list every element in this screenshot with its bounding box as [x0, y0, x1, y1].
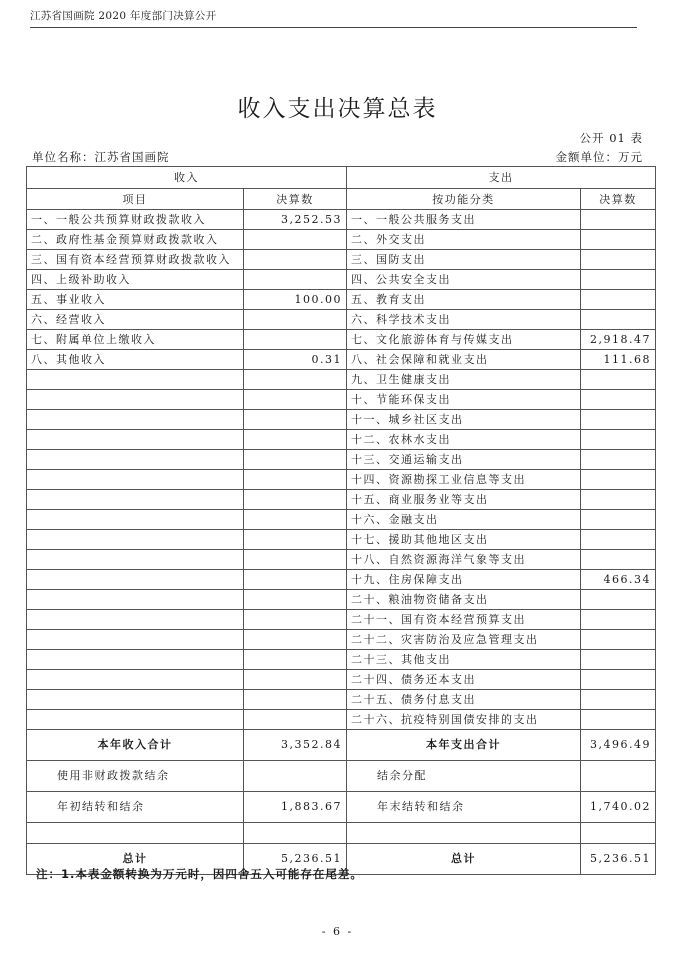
year-total-row	[27, 730, 656, 761]
income-item	[27, 410, 244, 430]
expense-item: 十一、城乡社区支出	[347, 410, 581, 430]
income-item	[27, 650, 244, 670]
expense-amount	[581, 230, 656, 250]
income-item: 七、附属单位上缴收入	[27, 330, 244, 350]
expense-amount	[581, 710, 656, 730]
expense-item: 八、社会保障和就业支出	[347, 350, 581, 370]
income-amount	[244, 530, 347, 550]
unit-name: 单位名称：江苏省国画院	[32, 150, 170, 164]
income-item: 五、事业收入	[27, 290, 244, 310]
col-header-amount2: 决算数	[581, 189, 656, 210]
expense-amount	[581, 630, 656, 650]
expense-amount	[581, 650, 656, 670]
income-amount	[244, 330, 347, 350]
expense-amount	[581, 510, 656, 530]
expense-item: 十六、金融支出	[347, 510, 581, 530]
income-item	[27, 630, 244, 650]
income-amount	[244, 450, 347, 470]
income-amount	[244, 490, 347, 510]
income-amount	[244, 630, 347, 650]
income-amount: 100.00	[244, 290, 347, 310]
end-balance-value: 1,740.02	[581, 792, 656, 823]
blank-cell	[581, 823, 656, 844]
income-item	[27, 510, 244, 530]
budget-table	[26, 166, 656, 875]
expense-amount	[581, 430, 656, 450]
income-amount	[244, 690, 347, 710]
income-amount	[244, 410, 347, 430]
table-row	[27, 650, 656, 670]
blank-cell	[244, 823, 347, 844]
table-row	[27, 450, 656, 470]
expense-item: 二、外交支出	[347, 230, 581, 250]
expense-item: 二十一、国有资本经营预算支出	[347, 610, 581, 630]
expense-item: 二十三、其他支出	[347, 650, 581, 670]
carryover-row	[27, 792, 656, 823]
expense-amount: 2,918.47	[581, 330, 656, 350]
expense-amount	[581, 530, 656, 550]
income-amount	[244, 510, 347, 530]
expense-amount	[581, 550, 656, 570]
table-row	[27, 470, 656, 490]
expense-amount	[581, 490, 656, 510]
total-left-value: 5,236.51	[244, 844, 347, 875]
table-row	[27, 230, 656, 250]
expense-item: 四、公共安全支出	[347, 270, 581, 290]
total-right-label: 总计	[347, 844, 581, 875]
table-row	[27, 690, 656, 710]
income-amount	[244, 550, 347, 570]
expense-item: 十二、农林水支出	[347, 430, 581, 450]
expense-item: 十八、自然资源海洋气象等支出	[347, 550, 581, 570]
income-amount	[244, 710, 347, 730]
income-item	[27, 550, 244, 570]
expense-amount	[581, 410, 656, 430]
col-header-amount: 决算数	[244, 189, 347, 210]
blank-cell	[27, 823, 244, 844]
expense-amount	[581, 210, 656, 230]
surplus-dist-label: 结余分配	[347, 761, 581, 792]
blank-cell	[347, 823, 581, 844]
table-row	[27, 610, 656, 630]
expense-item: 二十二、灾害防治及应急管理支出	[347, 630, 581, 650]
income-item	[27, 390, 244, 410]
money-unit: 金额单位：万元	[555, 150, 643, 164]
year-income-value: 3,352.84	[244, 730, 347, 761]
expense-amount	[581, 470, 656, 490]
table-row	[27, 370, 656, 390]
income-item	[27, 370, 244, 390]
expense-amount	[581, 590, 656, 610]
non-fiscal-value	[244, 761, 347, 792]
expense-item: 五、教育支出	[347, 290, 581, 310]
page-title: 收入支出决算总表	[237, 96, 438, 122]
table-row	[27, 350, 656, 370]
table-row	[27, 210, 656, 230]
col-header-func: 按功能分类	[347, 189, 581, 210]
expense-amount: 466.34	[581, 570, 656, 590]
table-row	[27, 290, 656, 310]
income-item	[27, 490, 244, 510]
page-header: 江苏省国画院 2020 年度部门决算公开	[30, 10, 217, 22]
income-item: 一、一般公共预算财政拨款收入	[27, 210, 244, 230]
expense-item: 十五、商业服务业等支出	[347, 490, 581, 510]
income-amount	[244, 390, 347, 410]
income-amount: 3,252.53	[244, 210, 347, 230]
table-number: 公开 01 表	[579, 131, 643, 145]
table-row	[27, 310, 656, 330]
expense-amount	[581, 670, 656, 690]
income-amount	[244, 230, 347, 250]
expense-item: 三、国防支出	[347, 250, 581, 270]
expense-item: 二十五、债务付息支出	[347, 690, 581, 710]
expense-amount	[581, 370, 656, 390]
income-amount	[244, 670, 347, 690]
income-item	[27, 670, 244, 690]
expense-amount	[581, 690, 656, 710]
header-divider	[30, 27, 637, 28]
non-fiscal-row	[27, 761, 656, 792]
total-right-value: 5,236.51	[581, 844, 656, 875]
table-row	[27, 490, 656, 510]
income-amount	[244, 430, 347, 450]
total-left-label: 总计	[27, 844, 244, 875]
begin-balance-value: 1,883.67	[244, 792, 347, 823]
income-item	[27, 470, 244, 490]
expense-amount	[581, 310, 656, 330]
income-amount	[244, 270, 347, 290]
income-item: 三、国有资本经营预算财政拨款收入	[27, 250, 244, 270]
expense-item: 十九、住房保障支出	[347, 570, 581, 590]
table-row	[27, 710, 656, 730]
table-row	[27, 670, 656, 690]
expense-item: 七、文化旅游体育与传媒支出	[347, 330, 581, 350]
income-item	[27, 590, 244, 610]
expense-amount	[581, 390, 656, 410]
expense-item: 一、一般公共服务支出	[347, 210, 581, 230]
income-item: 二、政府性基金预算财政拨款收入	[27, 230, 244, 250]
expense-item: 九、卫生健康支出	[347, 370, 581, 390]
table-row	[27, 570, 656, 590]
income-amount	[244, 370, 347, 390]
column-header-row	[27, 189, 656, 210]
income-item	[27, 690, 244, 710]
expense-item: 十、节能环保支出	[347, 390, 581, 410]
expense-amount	[581, 270, 656, 290]
table-row	[27, 410, 656, 430]
income-item	[27, 570, 244, 590]
table-row	[27, 390, 656, 410]
income-group-header: 收入	[27, 167, 347, 189]
income-amount	[244, 570, 347, 590]
income-item: 六、经营收入	[27, 310, 244, 330]
table-row	[27, 250, 656, 270]
surplus-dist-value	[581, 761, 656, 792]
income-item	[27, 530, 244, 550]
income-item: 四、上级补助收入	[27, 270, 244, 290]
income-item: 八、其他收入	[27, 350, 244, 370]
expense-group-header: 支出	[347, 167, 656, 189]
income-amount	[244, 610, 347, 630]
income-amount	[244, 590, 347, 610]
non-fiscal-label: 使用非财政拨款结余	[27, 761, 244, 792]
expense-item: 六、科学技术支出	[347, 310, 581, 330]
year-expense-value: 3,496.49	[581, 730, 656, 761]
income-amount	[244, 310, 347, 330]
table-row	[27, 270, 656, 290]
income-amount	[244, 470, 347, 490]
expense-item: 十三、交通运输支出	[347, 450, 581, 470]
table-row	[27, 590, 656, 610]
income-item	[27, 450, 244, 470]
income-item	[27, 430, 244, 450]
expense-item: 十四、资源勘探工业信息等支出	[347, 470, 581, 490]
income-amount: 0.31	[244, 350, 347, 370]
table-row	[27, 330, 656, 350]
expense-item: 十七、援助其他地区支出	[347, 530, 581, 550]
table-row	[27, 510, 656, 530]
table-row	[27, 530, 656, 550]
income-item	[27, 610, 244, 630]
group-header-row	[27, 167, 656, 189]
expense-amount	[581, 290, 656, 310]
blank-row	[27, 823, 656, 844]
col-header-item: 项目	[27, 189, 244, 210]
end-balance-label: 年末结转和结余	[347, 792, 581, 823]
year-income-label: 本年收入合计	[27, 730, 244, 761]
table-row	[27, 430, 656, 450]
table-row	[27, 550, 656, 570]
begin-balance-label: 年初结转和结余	[27, 792, 244, 823]
income-amount	[244, 650, 347, 670]
income-amount	[244, 250, 347, 270]
expense-item: 二十六、抗疫特别国债安排的支出	[347, 710, 581, 730]
expense-amount: 111.68	[581, 350, 656, 370]
expense-item: 二十四、债务还本支出	[347, 670, 581, 690]
expense-amount	[581, 450, 656, 470]
year-expense-label: 本年支出合计	[347, 730, 581, 761]
expense-amount	[581, 610, 656, 630]
footnote: 注：1.本表金额转换为万元时，因四舍五入可能存在尾差。	[36, 867, 363, 881]
expense-item: 二十、粮油物资储备支出	[347, 590, 581, 610]
page-number: - 6 -	[321, 925, 354, 938]
table-row	[27, 630, 656, 650]
income-item	[27, 710, 244, 730]
expense-amount	[581, 250, 656, 270]
